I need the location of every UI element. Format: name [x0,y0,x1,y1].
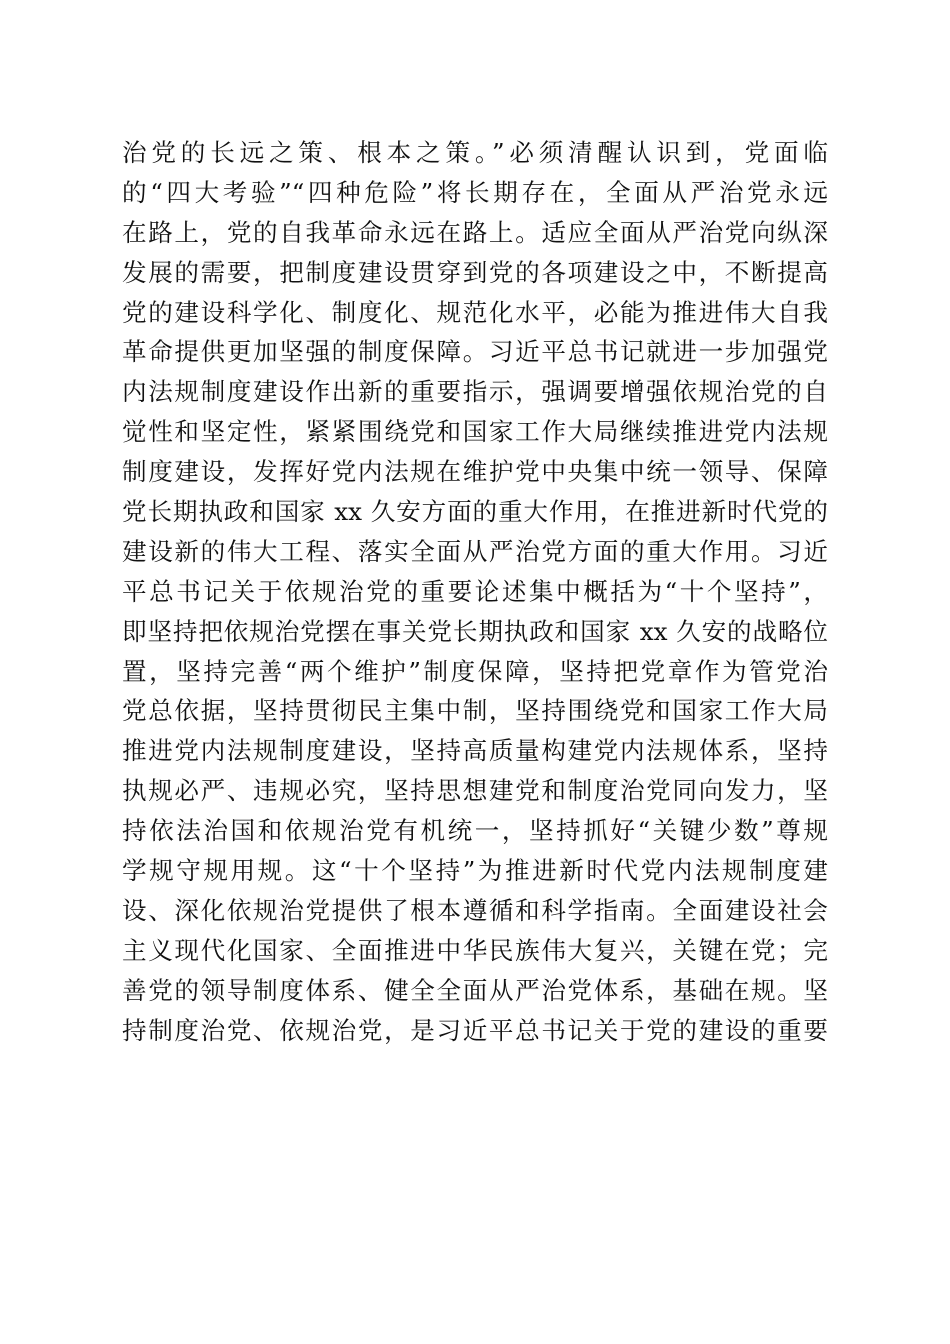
text-line: 主义现代化国家、全面推进中华民族伟大复兴，关键在党；完 [122,935,828,965]
text-line: 学规守规用规。这“十个坚持”为推进新时代党内法规制度建 [122,856,828,886]
text-line: 在路上，党的自我革命永远在路上。适应全面从严治党向纵深 [122,217,828,247]
text-line: 党总依据，坚持贯彻民主集中制，坚持围绕党和国家工作大局 [122,696,828,726]
text-line: 制度建设，发挥好党内法规在维护党中央集中统一领导、保障 [122,457,828,487]
text-line: 觉性和坚定性，紧紧围绕党和国家工作大局继续推进党内法规 [122,417,828,447]
text-line: 发展的需要，把制度建设贯穿到党的各项建设之中，不断提高 [122,257,828,287]
text-line: 革命提供更加坚强的制度保障。习近平总书记就进一步加强党 [122,337,828,367]
text-line: 善党的领导制度体系、健全全面从严治党体系，基础在规。坚 [122,975,828,1005]
text-line: 推进党内法规制度建设，坚持高质量构建党内法规体系，坚持 [122,736,828,766]
text-line: 内法规制度建设作出新的重要指示，强调要增强依规治党的自 [122,377,828,407]
text-line: 党长期执政和国家 xx 久安方面的重大作用，在推进新时代党的 [122,497,828,527]
text-line: 即坚持把依规治党摆在事关党长期执政和国家 xx 久安的战略位 [122,616,828,646]
text-line: 党的建设科学化、制度化、规范化水平，必能为推进伟大自我 [122,297,828,327]
text-line: 建设新的伟大工程、落实全面从严治党方面的重大作用。习近 [122,536,828,566]
text-line: 置，坚持完善“两个维护”制度保障，坚持把党章作为管党治 [122,656,828,686]
text-line: 设、深化依规治党提供了根本遵循和科学指南。全面建设社会 [122,895,828,925]
text-line: 的“四大考验”“四种危险”将长期存在，全面从严治党永远 [122,177,828,207]
text-line: 持制度治党、依规治党，是习近平总书记关于党的建设的重要 [122,1015,828,1045]
text-line: 平总书记关于依规治党的重要论述集中概括为“十个坚持”， [122,576,828,606]
body-text [122,133,828,1050]
text-line: 执规必严、违规必究，坚持思想建党和制度治党同向发力，坚 [122,776,828,806]
text-line: 持依法治国和依规治党有机统一，坚持抓好“关键少数”尊规 [122,816,828,846]
text-line: 治党的长远之策、根本之策。”必须清醒认识到，党面临 [122,138,828,167]
